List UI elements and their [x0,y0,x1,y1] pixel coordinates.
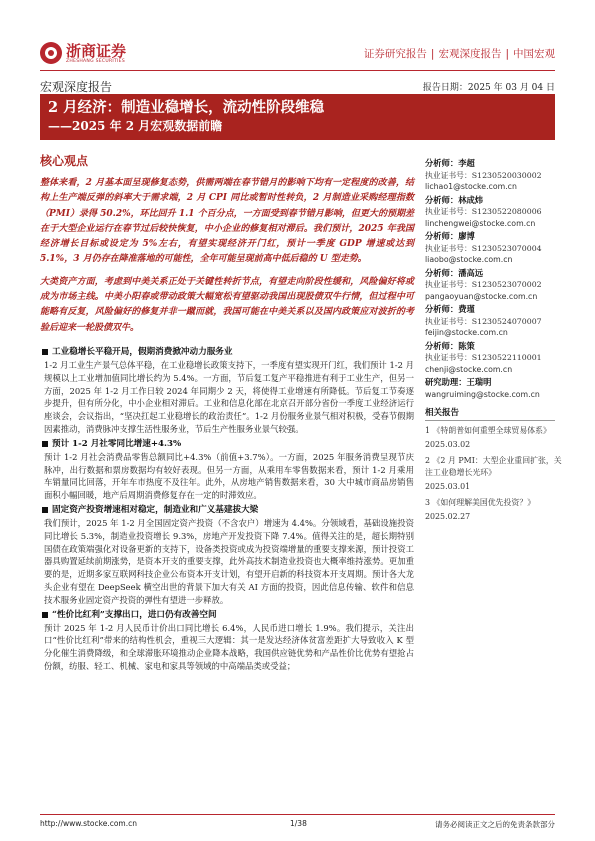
page-header [40,40,555,70]
analyst-cert: 执业证书号：S1230524070007 [425,316,542,326]
header-nav-report-type: 宏观深度报告 [438,48,502,60]
page-title: 2 月经济：制造业稳增长，流动性阶段维稳 [48,99,325,116]
section-trade [40,609,414,673]
footer-url-link[interactable]: http://www.stocke.com.cn [40,819,137,828]
analyst-card [425,341,565,376]
analyst-email[interactable]: liaobo@stocke.com.cn [425,255,513,264]
analyst-label: 分析师： [425,231,459,241]
section-title: 固定资产投资增速相对稳定，制造业和广义基建拔大梁 [40,504,414,517]
section-body: 预计 2025 年 1-2 月人民币计价出口同比增长 6.4%，人民币进口增长 1.9%。我们提示，关注出口“性价比红利”带来的结构性机会，重视三大逻辑：其一是发达经济体贫富差距扩大导致收入 K 型分化催生消费降级，和全球滞胀环境推动企业降本战略，我国供应链优势和产品性价比优势有望抢占份额，纺服、轻工、机械、家电和家具等领域的中高端品类或受益； [44,622,414,671]
analyst-cert: 执业证书号：S1230520030002 [425,170,542,180]
analyst-cert: 执业证书号：S1230522110001 [425,353,542,362]
analyst-name: 陈策 [458,340,475,351]
analyst-name: 李超 [458,158,475,168]
analyst-sidebar [425,158,565,523]
related-report-link[interactable]: 3 《如何理解美国优先投资？》 [425,498,536,507]
related-reports-heading: 相关报告 [425,406,555,421]
section-industry [40,346,414,436]
section-investment [40,504,414,607]
section-consumption [40,438,414,502]
header-separator: | [430,48,435,60]
logo-name-cn: 浙商证券 [66,41,127,60]
analyst-name: 潘高远 [458,267,484,278]
section-body: 预计 1-2 月社会消费品零售总额同比+4.3%（前值+3.7%）。一方面，2025 年服务消费呈现节庆脉冲，出行数据和票房数据均有较好表现。但另一方面，从乘用车零售数据来看，预计 1-2 月乘用车销量同比回落，开年车市热度不及往年。此外，从房地产销售数据来看，30 大中城市商品房销售面积小幅回暖，地产后周期消费修复存在一定的时滞效应。 [44,451,414,501]
header-divider [40,70,555,71]
page-number: 1/38 [290,819,307,828]
analyst-name: 费瑾 [458,304,475,314]
analyst-name: 廖博 [458,231,475,241]
page-subtitle: ——2025 年 2 月宏观数据前瞻 [48,119,223,133]
section-title: “性价比红利”支撑出口，进口仍有改善空间 [40,609,414,622]
analyst-email[interactable]: lichao1@stocke.com.cn [425,182,517,191]
section-title: 工业稳增长平稳开局，假期消费掀冲动力服务业 [40,346,414,359]
report-type: 宏观深度报告 [40,80,113,94]
summary-paragraph: 大类资产方面，考虑到中美关系正处于关键性转折节点，有望走向阶段性缓和，风险偏好将或成为市场主线。中美小阳春或带动政策大幅宽松有望驱动我国出现股债双牛行情，但过程中可能略有反复，风险偏好的修复并非一蹴而就，我国可能在中美关系以及国内政策应对波折的考验后迎来一轮股债双牛。 [40,276,414,333]
analyst-email[interactable]: pangaoyuan@stocke.com.cn [425,291,538,301]
header-nav-region: 中国宏观 [513,48,555,60]
header-breadcrumb [364,46,555,61]
analyst-email[interactable]: feijin@stocke.com.cn [425,328,508,337]
section-body: 1-2 月工业生产景气总体平稳，在工业稳增长政策支持下，一季度有望实现开门红，我们预计 1-2 月规模以上工业增加值同比增长约为 5.4%。一方面，节后复工复产平稳推进有利于工业生产，但另一方面，2025 年 1-2 月工作日较 2024 年同期少 2 天，将使得工业增速有所降低。节后复工节奏逐步提升，但有所分化，中小企业相对滞后。工业和信息化部在北京召开部分省份一季度工业经济运行座谈会，会议指出，“坚决扛起工业稳增长的政治责任”。1-2 月份服务业景气相对积极，受春节假期因素推动，消费脉冲支撑生活性服务业，节后生产性服务业景气较强。 [44,359,414,434]
logo-icon [40,42,62,64]
company-logo [40,40,126,66]
analyst-cert: 执业证书号：S1230523070004 [425,243,542,253]
analyst-label: 分析师： [425,158,459,168]
analyst-label: 分析师： [425,267,459,278]
analyst-card [425,268,565,303]
analyst-card [425,304,565,339]
assistant-label: 研究助理： [425,377,467,387]
assistant-name: 王瑞明 [466,377,492,387]
analyst-label: 分析师： [425,194,459,205]
header-nav-research: 证券研究报告 [363,48,427,60]
summary-paragraph: 整体来看，2 月基本面呈现修复态势，供需两端在春节错月的影响下均有一定程度的改善，结构上生产端反弹的斜率大于需求端，2 月 CPI 同比或暂时性转负，2 月制造业采购经理指数（PMI）录得 50.2%，环比回升 1.1 个百分点，一方面受到春节错月影响，但更大的预期差在于大型企业运行在春节过后较快恢复，中小企业的修复相对滞后。我们预计，2025 年我国经济增长目标或设定为 5%左右，有望实现经济开门红，预计一季度 GDP 增速或达到 5.1%，3 月仍存在降准落地的可能性，全年可能呈现前高中低后稳的 U 型走势。 [40,178,414,265]
core-view-heading: 核心观点 [40,154,89,168]
related-report-link[interactable]: 1 《特朗普如何重塑全球贸易体系》 [425,426,551,435]
analyst-cert: 执业证书号：S1230522080006 [425,207,542,216]
main-content [40,176,414,673]
analyst-label: 分析师： [425,304,459,314]
analyst-email[interactable]: linchengwei@stocke.com.cn [425,218,536,228]
analyst-card [425,195,565,230]
related-report-date: 2025.02.27 [425,512,471,521]
analyst-label: 分析师： [425,340,459,351]
disclaimer-note: 请务必阅读正文之后的免责条款部分 [435,820,555,829]
analyst-card [425,158,565,193]
related-report-date: 2025.03.02 [425,440,471,449]
analyst-cert: 执业证书号：S1230523070002 [425,280,542,289]
analyst-email[interactable]: chenji@stocke.com.cn [425,364,513,374]
footer-divider [40,814,555,815]
title-banner [40,94,555,140]
analyst-card [425,231,565,266]
analyst-name: 林成炜 [458,194,484,205]
report-date: 报告日期：2025 年 03 月 04 日 [422,83,555,93]
section-title: 预计 1-2 月社零同比增速+4.3% [40,438,414,451]
header-separator: | [505,48,509,60]
section-body: 我们预计，2025 年 1-2 月全国固定资产投资（不含农户）增速为 4.4%。分领域看，基础设施投资同比增长 5.3%，制造业投资增长 9.3%，房地产开发投资下降 7.4%。值得关注的是，超长期特别国债在政策端强化对设备更新的支持下，设备类投资或成为投资端增量的重要支撑来源，预计投资工器具购置延续前期涨势，是资本开支的重要支撑，此外高技术制造业投资也大概率维持涨势。更加重要的是，近期多家互联网科技企业公布资本开支计划，有望开启新的科技资本开支周期。预计各大龙头企业有望在 DeepSeek 横空出世的背景下加大有关 AI 方面的投资，因此信息传输、软件和信息技术服务业固定资产投资的弹性有望进一步释放。 [44,517,414,605]
related-report-date: 2025.03.01 [425,482,471,491]
assistant-email[interactable]: wangruiming@stocke.com.cn [425,389,540,399]
related-report-link[interactable]: 2 《2 月 PMI：大型企业重回扩张，关注工业稳增长光环》 [425,456,562,477]
assistant-card [425,377,565,400]
logo-name-en: ZHESHANG SECURITIES [66,58,125,64]
